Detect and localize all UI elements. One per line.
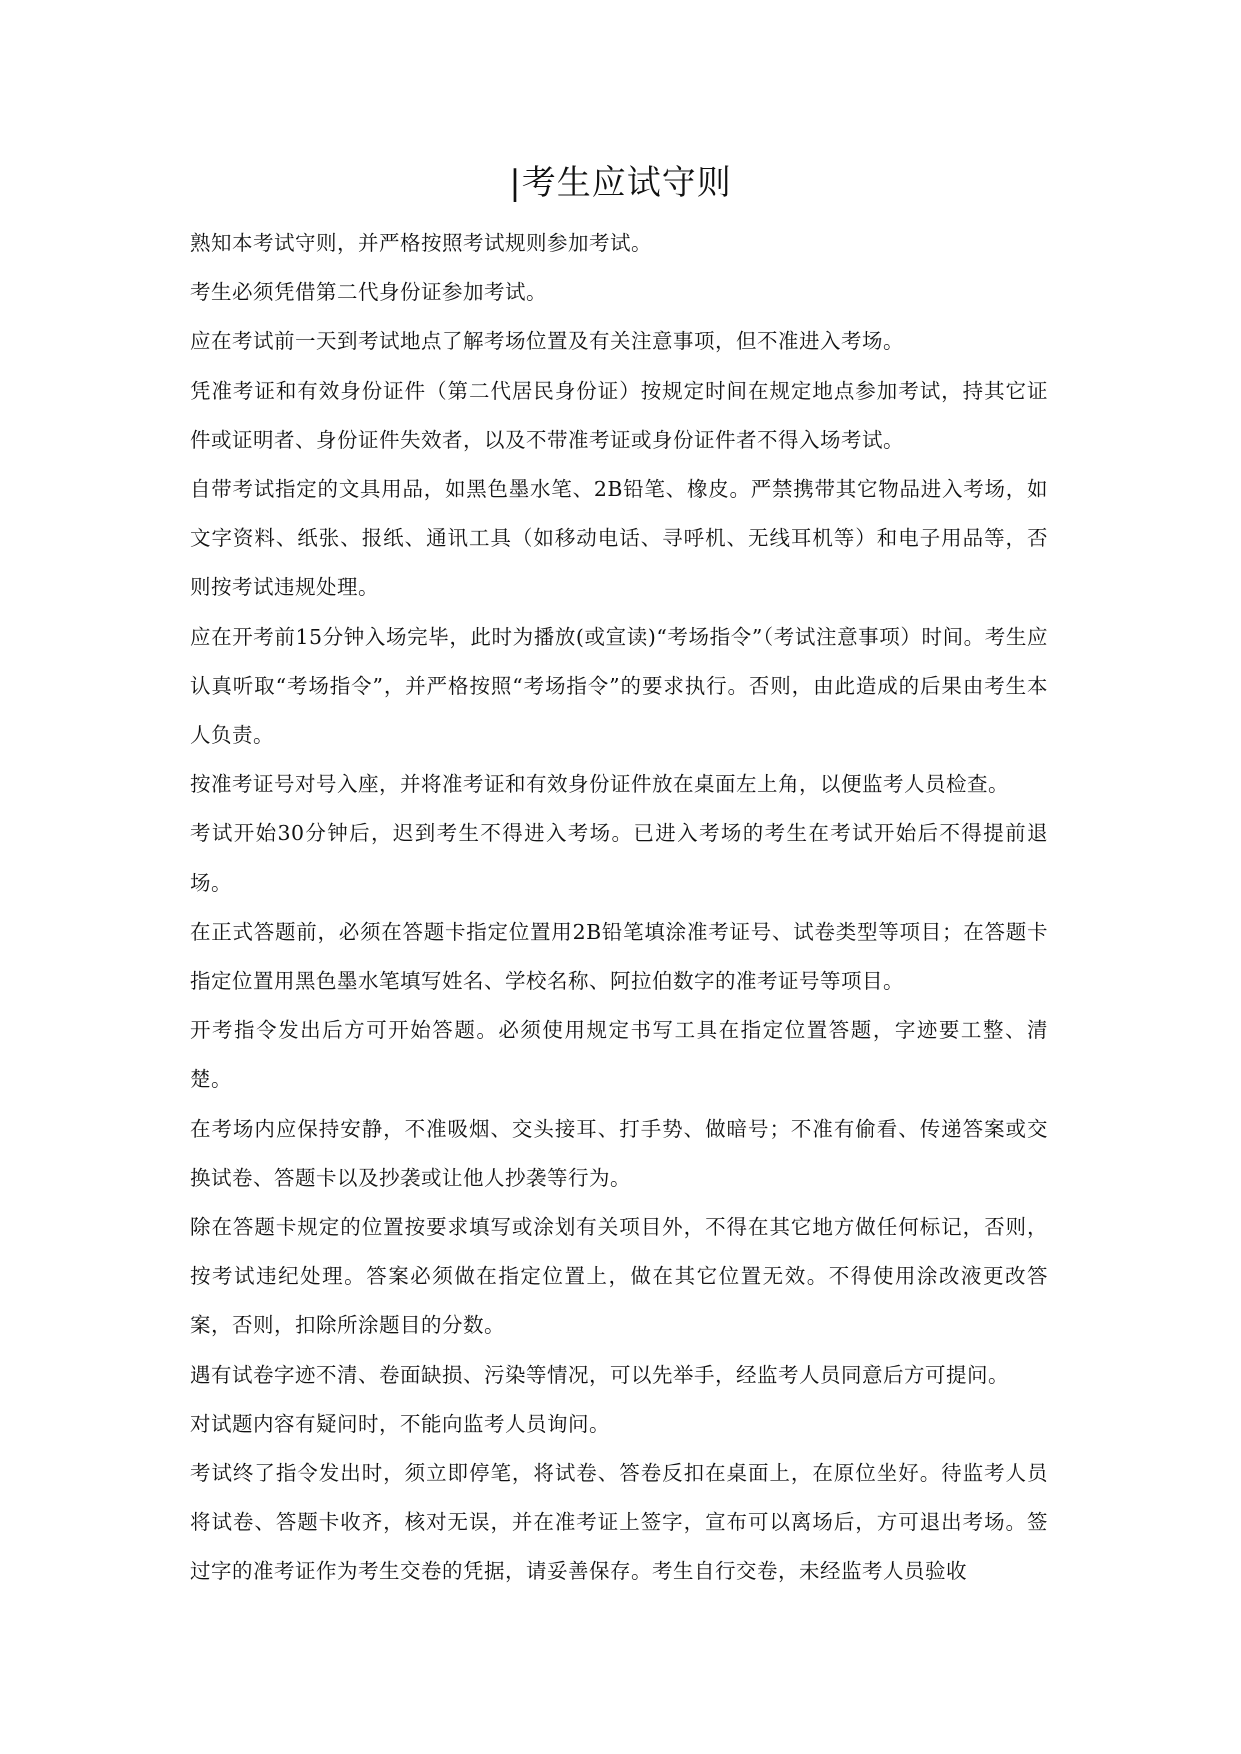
rule-paragraph-6: 应在开考前15分钟入场完毕，此时为播放(或宣读)“考场指令”（考试注意事项）时间。考生应认真听取“考场指令”，并严格按照“考场指令”的要求执行。否则，由此造成的后果由考生本人负责。 bbox=[190, 624, 1048, 748]
rule-paragraph-8: 考试开始30分钟后，迟到考生不得进入考场。已进入考场的考生在考试开始后不得提前退场。 bbox=[190, 821, 1048, 895]
rule-paragraph-12: 除在答题卡规定的位置按要求填写或涂划有关项目外，不得在其它地方做任何标记，否则，按考试违纪处理。答案必须做在指定位置上，做在其它位置无效。不得使用涂改液更改答案，否则，扣除所涂题目的分数。 bbox=[190, 1215, 1048, 1338]
rule-paragraph-10: 开考指令发出后方可开始答题。必须使用规定书写工具在指定位置答题，字迹要工整、清楚。 bbox=[190, 1018, 1048, 1092]
rule-paragraph-14: 对试题内容有疑问时，不能向监考人员询问。 bbox=[190, 1411, 610, 1436]
document-body bbox=[190, 219, 1048, 1597]
rule-paragraph-1: 熟知本考试守则，并严格按照考试规则参加考试。 bbox=[190, 231, 652, 255]
rule-paragraph-5: 自带考试指定的文具用品，如黑色墨水笔、2B铅笔、橡皮。严禁携带其它物品进入考场，如文字资料、纸张、报纸、通讯工具（如移动电话、寻呼机、无线耳机等）和电子用品等，否则按考试违规处理。 bbox=[190, 477, 1048, 600]
rule-paragraph-13: 遇有试卷字迹不清、卷面缺损、污染等情况，可以先举手，经监考人员同意后方可提问。 bbox=[190, 1362, 1009, 1387]
document-title: |考生应试守则 bbox=[509, 163, 732, 203]
rule-paragraph-11: 在考场内应保持安静，不准吸烟、交头接耳、打手势、做暗号；不准有偷看、传递答案或交换试卷、答题卡以及抄袭或让他人抄袭等行为。 bbox=[190, 1116, 1048, 1190]
rule-paragraph-2: 考生必须凭借第二代身份证参加考试。 bbox=[190, 280, 547, 305]
rule-paragraph-3: 应在考试前一天到考试地点了解考场位置及有关注意事项，但不准进入考场。 bbox=[190, 329, 904, 354]
rule-paragraph-4: 凭准考证和有效身份证件（第二代居民身份证）按规定时间在规定地点参加考试，持其它证件或证明者、身份证件失效者，以及不带准考证或身份证件者不得入场考试。 bbox=[190, 378, 1048, 452]
rule-paragraph-7: 按准考证号对号入座，并将准考证和有效身份证件放在桌面左上角，以便监考人员检查。 bbox=[190, 772, 1009, 797]
rule-paragraph-15: 考试终了指令发出时，须立即停笔，将试卷、答卷反扣在桌面上，在原位坐好。待监考人员将试卷、答题卡收齐，核对无误，并在准考证上签字，宣布可以离场后，方可退出考场。签过字的准考证作为考生交卷的凭据，请妥善保存。考生自行交卷，未经监考人员验收 bbox=[190, 1461, 1048, 1584]
rule-paragraph-9: 在正式答题前，必须在答题卡指定位置用2B铅笔填涂准考证号、试卷类型等项目；在答题卡指定位置用黑色墨水笔填写姓名、学校名称、阿拉伯数字的准考证号等项目。 bbox=[190, 919, 1048, 994]
